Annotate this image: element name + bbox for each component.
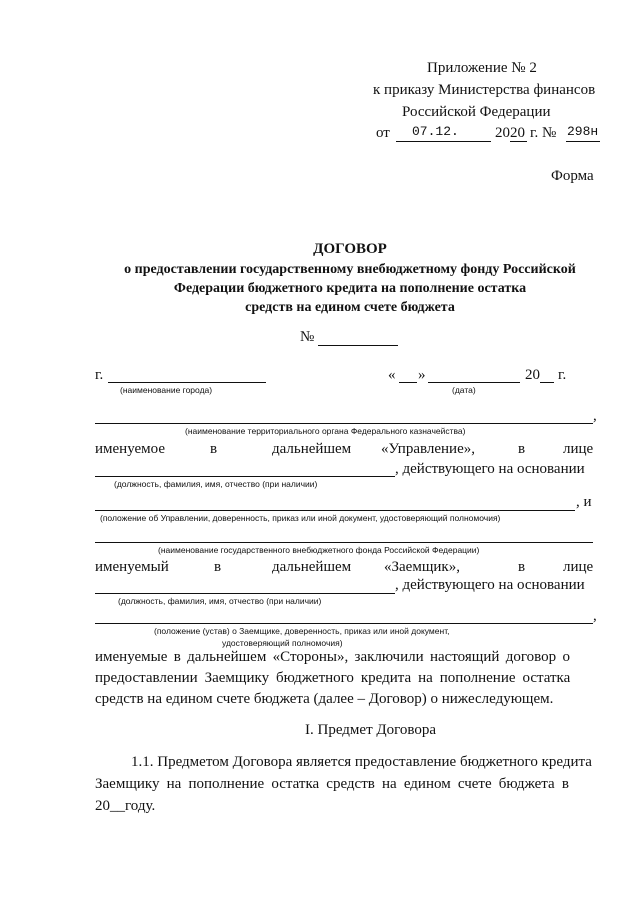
treasury-name-field bbox=[95, 423, 593, 424]
city-caption: (наименование города) bbox=[120, 385, 213, 395]
date-caption: (дата) bbox=[452, 385, 476, 395]
fund-official-caption: (должность, фамилия, имя, отчество (при наличии) bbox=[118, 596, 322, 606]
fund-basis-field bbox=[95, 623, 593, 624]
contract-number-field bbox=[318, 345, 398, 346]
fund-basis-caption-2: удостоверяющий полномочия) bbox=[222, 638, 343, 648]
title-line-3: средств на едином счете бюджета bbox=[245, 300, 455, 315]
parties-line-1: именуемые в дальнейшем «Стороны», заключили настоящий договор о bbox=[95, 649, 570, 665]
block2-word-6: лице bbox=[563, 559, 594, 575]
fund-caption: (наименование государственного внебюджетного фонда Российской Федерации) bbox=[158, 545, 480, 555]
order-year: 20 bbox=[510, 125, 525, 141]
parties-line-3: средств на едином счете бюджета (далее – Договор) о нижеследующем. bbox=[95, 691, 554, 707]
title-line-1: о предоставлении государственному внебюджетному фонду Российской bbox=[124, 262, 576, 277]
block2-word-3: дальнейшем bbox=[272, 559, 352, 575]
contract-number-label: № bbox=[300, 329, 315, 345]
number-underline bbox=[566, 141, 600, 142]
fund-name-field bbox=[95, 542, 593, 543]
section-1-para-line-3: 20__году. bbox=[95, 798, 156, 814]
treasury-official-field bbox=[95, 476, 395, 477]
block1-word-5: в bbox=[518, 441, 526, 457]
date-quote-close: » bbox=[418, 367, 426, 383]
date-prefix: от bbox=[376, 125, 390, 141]
city-field bbox=[108, 382, 266, 383]
appendix-ministry: Российской Федерации bbox=[402, 104, 551, 120]
date-year-prefix: 20 bbox=[525, 367, 540, 383]
treasury-and: , и bbox=[576, 494, 592, 510]
treasury-acting: , действующего на основании bbox=[395, 461, 585, 477]
fund-acting: , действующего на основании bbox=[395, 577, 585, 593]
block1-word-6: лице bbox=[563, 441, 594, 457]
date-year-suffix: г. bbox=[558, 367, 567, 383]
appendix-number: Приложение № 2 bbox=[427, 60, 537, 76]
block1-word-4: «Управление», bbox=[381, 441, 475, 457]
block2-word-1: именуемый bbox=[95, 559, 169, 575]
order-number: 298н bbox=[567, 124, 599, 139]
block1-word-1: именуемое bbox=[95, 441, 165, 457]
treasury-basis-field bbox=[95, 510, 575, 511]
title-line-2: Федерации бюджетного кредита на пополнение остатка bbox=[173, 281, 527, 296]
document-title: ДОГОВОР bbox=[313, 241, 387, 257]
fund-official-field bbox=[95, 593, 395, 594]
block2-word-5: в bbox=[518, 559, 526, 575]
fund-comma: , bbox=[593, 608, 597, 624]
month-field bbox=[428, 382, 520, 383]
section-1-para-line-1: 1.1. Предметом Договора является предоставление бюджетного кредита bbox=[131, 754, 592, 770]
form-label: Форма bbox=[551, 168, 594, 184]
treasury-official-caption: (должность, фамилия, имя, отчество (при наличии) bbox=[114, 479, 318, 489]
parties-line-2: предоставлении Заемщику бюджетного кредита на пополнение остатка bbox=[95, 670, 571, 686]
block1-word-3: дальнейшем bbox=[272, 441, 352, 457]
treasury-basis-caption: (положение об Управлении, доверенность, приказ или иной документ, удостоверяющий полномочия) bbox=[100, 513, 501, 523]
treasury-caption: (наименование территориального органа Федерального казначейства) bbox=[185, 426, 466, 436]
block2-word-4: «Заемщик», bbox=[384, 559, 460, 575]
block2-word-2: в bbox=[214, 559, 222, 575]
fund-basis-caption-1: (положение (устав) о Заемщике, доверенность, приказ или иной документ, bbox=[154, 626, 450, 636]
date-year-field bbox=[540, 382, 554, 383]
date-quote-open: « bbox=[388, 367, 396, 383]
day-field bbox=[399, 382, 417, 383]
section-1-heading: I. Предмет Договора bbox=[305, 722, 437, 738]
block1-word-2: в bbox=[210, 441, 218, 457]
section-1-para-line-2: Заемщику на пополнение остатка средств на едином счете бюджета в bbox=[95, 776, 569, 792]
treasury-comma: , bbox=[593, 408, 597, 424]
date-underline bbox=[396, 141, 491, 142]
order-date: 07.12. bbox=[412, 124, 459, 139]
city-prefix: г. bbox=[95, 367, 104, 383]
order-number-prefix: г. № bbox=[530, 125, 557, 141]
order-year-prefix: 20 bbox=[495, 125, 510, 141]
appendix-order: к приказу Министерства финансов bbox=[373, 82, 596, 98]
